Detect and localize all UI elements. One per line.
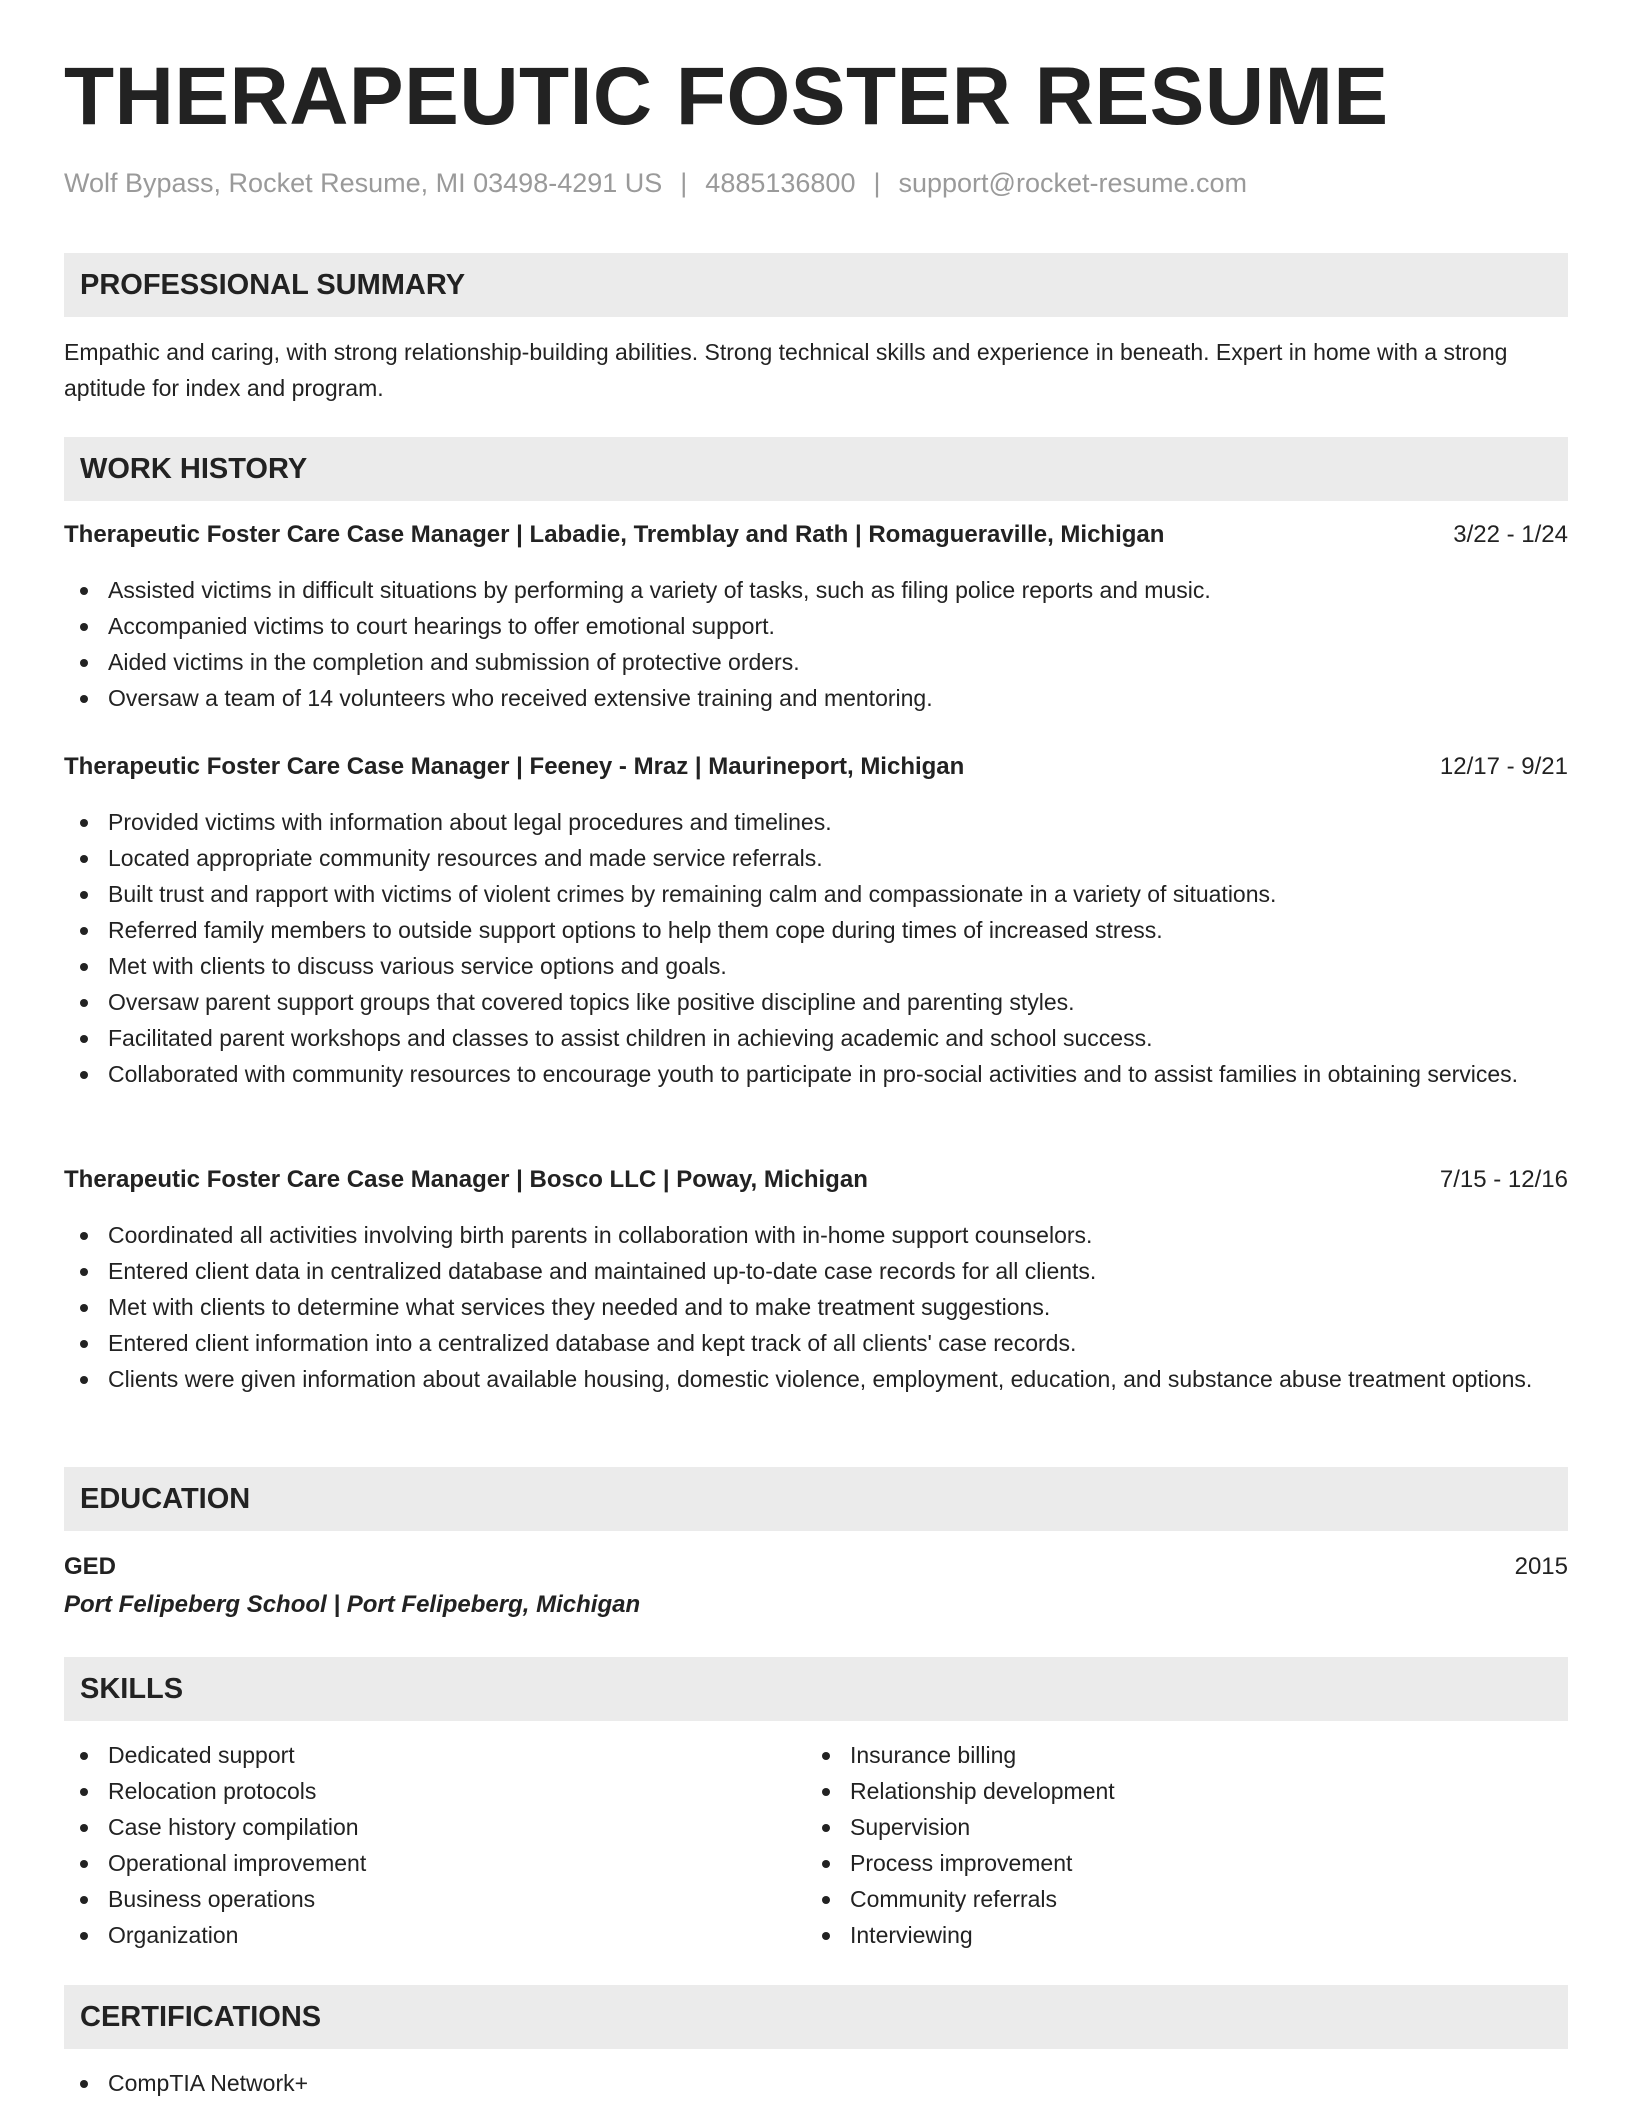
education-year: 2015 — [1514, 1553, 1568, 1580]
contact-address: Wolf Bypass, Rocket Resume, MI 03498-4291 US — [64, 168, 663, 198]
contact-line — [64, 168, 1247, 199]
job-bullet: Accompanied victims to court hearings to offer emotional support. — [64, 608, 1568, 644]
job-title: Therapeutic Foster Care Case Manager | Bosco LLC | Poway, Michigan — [64, 1166, 868, 1193]
certifications-list — [64, 2065, 1568, 2101]
contact-separator: | — [680, 168, 688, 198]
section-heading-summary: PROFESSIONAL SUMMARY — [64, 253, 1568, 317]
skill-item: Relationship development — [806, 1773, 1632, 1809]
skill-item: Dedicated support — [64, 1737, 1568, 1773]
contact-separator: | — [873, 168, 881, 198]
skill-item: Supervision — [806, 1809, 1632, 1845]
job-bullet: Located appropriate community resources and made service referrals. — [64, 840, 1568, 876]
skill-item: Relocation protocols — [64, 1773, 1568, 1809]
contact-email: support@rocket-resume.com — [898, 168, 1248, 198]
section-heading-work-history: WORK HISTORY — [64, 437, 1568, 501]
skill-item: Insurance billing — [806, 1737, 1632, 1773]
section-heading-skills: SKILLS — [64, 1657, 1568, 1721]
job-bullet: Provided victims with information about legal procedures and timelines. — [64, 804, 1568, 840]
job-bullet: Met with clients to determine what services they needed and to make treatment suggestions. — [64, 1289, 1568, 1325]
job-bullet: Built trust and rapport with victims of violent crimes by remaining calm and compassionate in a variety of situations. — [64, 876, 1568, 912]
section-heading-education: EDUCATION — [64, 1467, 1568, 1531]
job-bullet-list — [64, 804, 1568, 1092]
job-bullet: Oversaw a team of 14 volunteers who received extensive training and mentoring. — [64, 680, 1568, 716]
certification-item: CompTIA Network+ — [64, 2065, 1568, 2101]
education-degree: GED — [64, 1553, 117, 1580]
job-bullet: Clients were given information about available housing, domestic violence, employment, education, and substance abuse treatment options. — [64, 1361, 1568, 1397]
skill-item: Business operations — [64, 1881, 1568, 1917]
resume-title: THERAPEUTIC FOSTER RESUME — [64, 51, 1389, 142]
job-bullet: Coordinated all activities involving birth parents in collaboration with in-home support counselors. — [64, 1217, 1568, 1253]
job-title: Therapeutic Foster Care Case Manager | Feeney - Mraz | Maurineport, Michigan — [64, 753, 965, 780]
job-dates: 7/15 - 12/16 — [1439, 1166, 1568, 1193]
skill-item: Community referrals — [806, 1881, 1632, 1917]
skill-item: Case history compilation — [64, 1809, 1568, 1845]
job-bullet: Met with clients to discuss various service options and goals. — [64, 948, 1568, 984]
skills-list-right — [806, 1737, 1632, 1953]
education-school: Port Felipeberg School | Port Felipeberg, Michigan — [64, 1591, 641, 1618]
skill-item: Organization — [64, 1917, 1568, 1953]
skill-item: Interviewing — [806, 1917, 1632, 1953]
job-bullet: Oversaw parent support groups that covered topics like positive discipline and parenting styles. — [64, 984, 1568, 1020]
job-bullet: Collaborated with community resources to encourage youth to participate in pro-social activities and to assist families in obtaining services. — [64, 1056, 1568, 1092]
job-bullet: Referred family members to outside support options to help them cope during times of increased stress. — [64, 912, 1568, 948]
job-title: Therapeutic Foster Care Case Manager | Labadie, Tremblay and Rath | Romagueraville, Michigan — [64, 521, 1165, 548]
job-bullet: Entered client information into a centralized database and kept track of all clients' case records. — [64, 1325, 1568, 1361]
contact-phone: 4885136800 — [705, 168, 856, 198]
section-heading-certifications: CERTIFICATIONS — [64, 1985, 1568, 2049]
job-bullet-list — [64, 1217, 1568, 1397]
job-dates: 12/17 - 9/21 — [1439, 753, 1568, 780]
summary-text: Empathic and caring, with strong relationship-building abilities. Strong technical skills and experience in beneath. Expert in home with a strong aptitude for index and program. — [64, 339, 1508, 401]
job-dates: 3/22 - 1/24 — [1453, 521, 1568, 548]
job-bullet-list — [64, 572, 1568, 716]
skill-item: Process improvement — [806, 1845, 1632, 1881]
job-bullet: Entered client data in centralized database and maintained up-to-date case records for all clients. — [64, 1253, 1568, 1289]
job-bullet: Facilitated parent workshops and classes to assist children in achieving academic and school success. — [64, 1020, 1568, 1056]
job-bullet: Aided victims in the completion and submission of protective orders. — [64, 644, 1568, 680]
job-bullet: Assisted victims in difficult situations by performing a variety of tasks, such as filing police reports and music. — [64, 572, 1568, 608]
skill-item: Operational improvement — [64, 1845, 1568, 1881]
